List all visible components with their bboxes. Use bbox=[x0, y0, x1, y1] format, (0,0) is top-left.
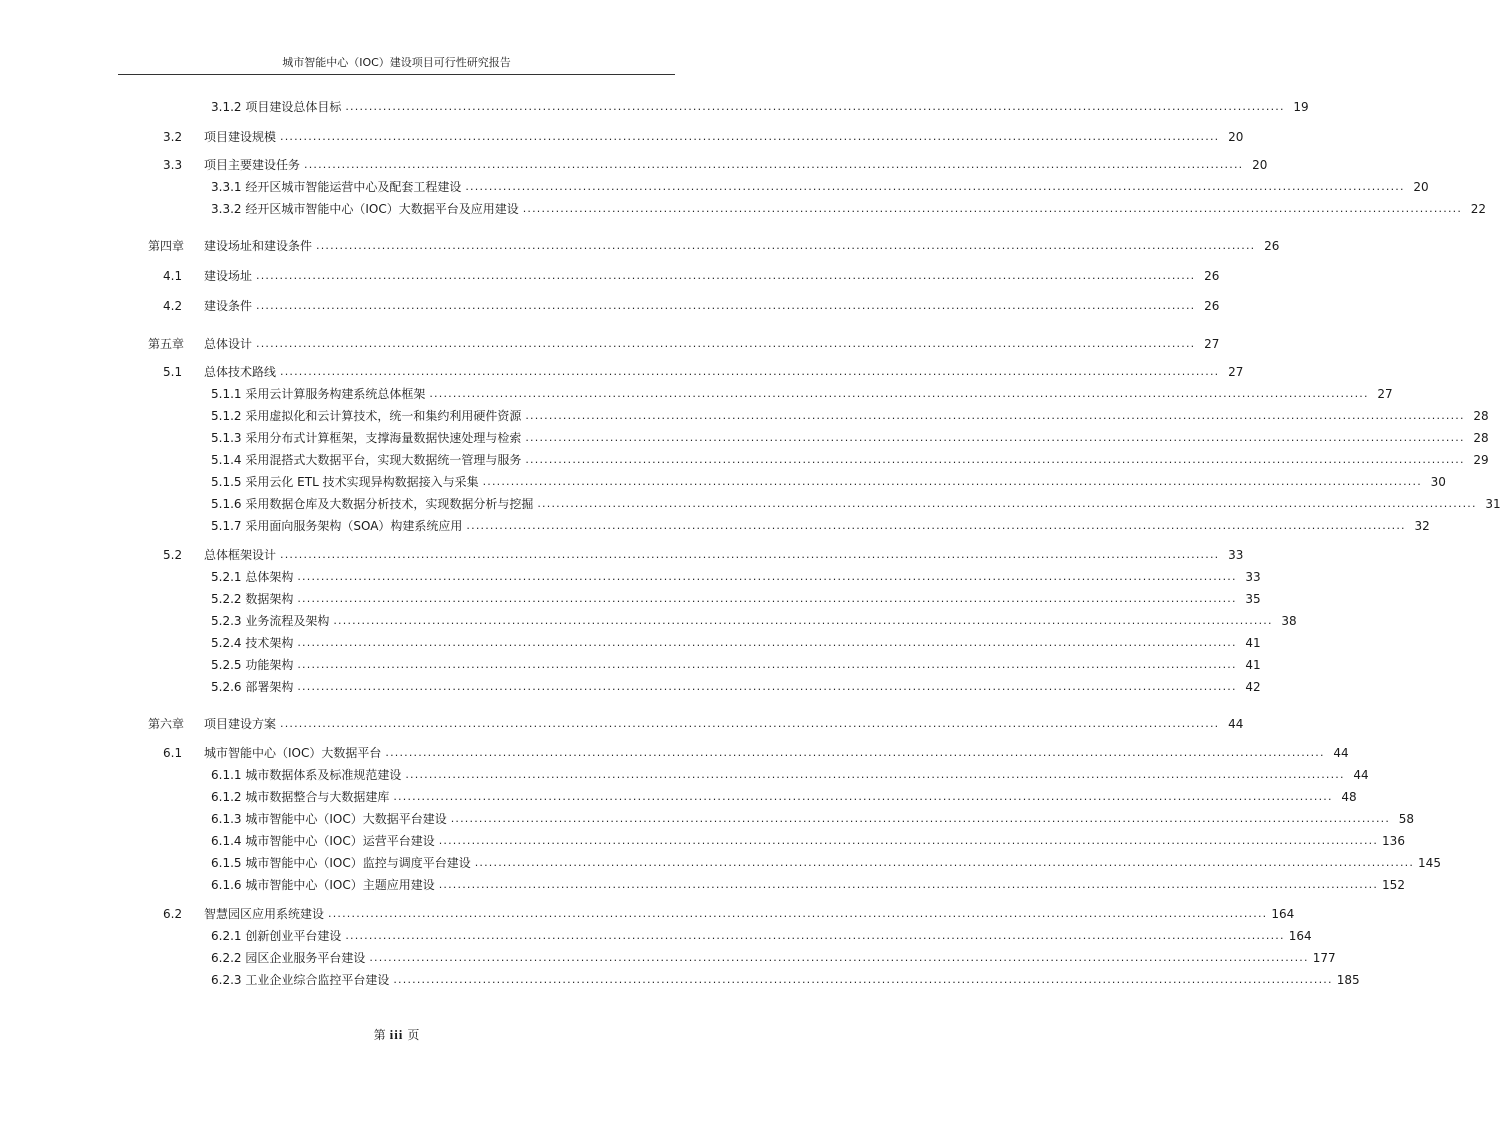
toc-page-number: 20 bbox=[1252, 158, 1268, 172]
toc-entry-number: 第六章 bbox=[148, 717, 185, 731]
toc-subsection-entry[interactable] bbox=[0, 406, 1489, 426]
toc-section-entry[interactable] bbox=[0, 127, 1244, 147]
toc-leader-dots: ........................................................................................................................................................................................................ bbox=[328, 907, 1268, 920]
toc-page-number: 26 bbox=[1204, 299, 1220, 313]
toc-entry-title: 5.1.7 采用面向服务架构（SOA）构建系统应用 bbox=[211, 519, 463, 533]
toc-entry-title: 项目建设规模 bbox=[204, 130, 277, 144]
toc-subsection-entry[interactable] bbox=[0, 765, 1369, 785]
toc-entry-title: 6.1.4 城市智能中心（IOC）运营平台建设 bbox=[211, 834, 435, 848]
toc-entry-title: 智慧园区应用系统建设 bbox=[204, 907, 325, 921]
toc-section-entry[interactable] bbox=[0, 155, 1268, 175]
toc-subsection-entry[interactable] bbox=[0, 611, 1297, 631]
toc-page-number: 30 bbox=[1430, 475, 1446, 489]
toc-entry-number: 4.2 bbox=[163, 299, 183, 313]
toc-section-entry[interactable] bbox=[0, 362, 1244, 382]
toc-page-number: 136 bbox=[1382, 834, 1405, 848]
toc-subsection-entry[interactable] bbox=[0, 926, 1312, 946]
toc-page-number: 27 bbox=[1228, 365, 1244, 379]
toc-entry-title: 3.3.2 经开区城市智能中心（IOC）大数据平台及应用建设 bbox=[211, 202, 519, 216]
toc-entry-number: 3.2 bbox=[163, 130, 183, 144]
toc-page-number: 48 bbox=[1341, 790, 1357, 804]
toc-page-number: 29 bbox=[1473, 453, 1489, 467]
toc-leader-dots: ........................................................................................................................................................................................................ bbox=[438, 834, 1379, 847]
toc-leader-dots: ........................................................................................................................................................................................................ bbox=[393, 973, 1333, 986]
toc-page-number: 164 bbox=[1288, 929, 1312, 943]
toc-page-number: 35 bbox=[1245, 592, 1261, 606]
page-number: iii bbox=[389, 1027, 404, 1042]
toc-entry-title: 建设场址 bbox=[204, 269, 253, 283]
toc-section-entry[interactable] bbox=[0, 266, 1220, 286]
toc-leader-dots: ........................................................................................................................................................................................................ bbox=[522, 202, 1463, 215]
toc-entry-title: 项目建设方案 bbox=[204, 717, 277, 731]
toc-page-number: 33 bbox=[1228, 548, 1244, 562]
toc-subsection-entry[interactable] bbox=[0, 655, 1261, 675]
toc-leader-dots: ........................................................................................................................................................................................................ bbox=[482, 475, 1422, 488]
toc-entry-title: 6.2.2 园区企业服务平台建设 bbox=[211, 951, 366, 965]
toc-leader-dots: ........................................................................................................................................................................................................ bbox=[297, 658, 1237, 671]
toc-leader-dots: ........................................................................................................................................................................................................ bbox=[474, 856, 1415, 869]
page-footer bbox=[0, 1026, 793, 1043]
toc-entry-title: 总体框架设计 bbox=[204, 548, 277, 562]
toc-page-number: 44 bbox=[1228, 717, 1244, 731]
toc-leader-dots: ........................................................................................................................................................................................................ bbox=[316, 239, 1256, 252]
toc-page-number: 20 bbox=[1228, 130, 1244, 144]
toc-subsection-entry[interactable] bbox=[0, 809, 1415, 829]
toc-entry-title: 5.1.3 采用分布式计算框架，支撑海量数据快速处理与检索 bbox=[211, 431, 522, 445]
toc-leader-dots: ........................................................................................................................................................................................................ bbox=[297, 592, 1237, 605]
toc-subsection-entry[interactable] bbox=[0, 516, 1430, 536]
toc-page-number: 41 bbox=[1245, 636, 1261, 650]
toc-entry-title: 5.1.4 采用混搭式大数据平台，实现大数据统一管理与服务 bbox=[211, 453, 522, 467]
toc-subsection-entry[interactable] bbox=[0, 472, 1446, 492]
toc-page-number: 58 bbox=[1398, 812, 1415, 826]
toc-leader-dots: ........................................................................................................................................................................................................ bbox=[280, 365, 1220, 378]
toc-subsection-entry[interactable] bbox=[0, 948, 1336, 968]
toc-leader-dots: ........................................................................................................................................................................................................ bbox=[369, 951, 1309, 964]
toc-section-entry[interactable] bbox=[0, 904, 1295, 924]
toc-leader-dots: ........................................................................................................................................................................................................ bbox=[345, 100, 1285, 113]
toc-leader-dots: ........................................................................................................................................................................................................ bbox=[297, 570, 1237, 583]
toc-entry-title: 总体设计 bbox=[204, 337, 253, 351]
toc-subsection-entry[interactable] bbox=[0, 589, 1261, 609]
toc-entry-title: 6.1.1 城市数据体系及标准规范建设 bbox=[211, 768, 402, 782]
toc-page-number: 42 bbox=[1245, 680, 1261, 694]
toc-leader-dots: ........................................................................................................................................................................................................ bbox=[405, 768, 1345, 781]
toc-entry-number: 第四章 bbox=[148, 239, 185, 253]
toc-leader-dots: ........................................................................................................................................................................................................ bbox=[450, 812, 1391, 825]
toc-entry-title: 3.3.1 经开区城市智能运营中心及配套工程建设 bbox=[211, 180, 462, 194]
toc-leader-dots: ........................................................................................................................................................................................................ bbox=[438, 878, 1379, 891]
toc-leader-dots: ........................................................................................................................................................................................................ bbox=[537, 497, 1477, 510]
toc-leader-dots: ........................................................................................................................................................................................................ bbox=[280, 548, 1220, 561]
toc-subsection-entry[interactable] bbox=[0, 831, 1405, 851]
toc-page-number: 44 bbox=[1353, 768, 1369, 782]
toc-entry-title: 5.2.2 数据架构 bbox=[211, 592, 294, 606]
toc-subsection-entry[interactable] bbox=[0, 384, 1393, 404]
toc-entry-title: 6.1.3 城市智能中心（IOC）大数据平台建设 bbox=[211, 812, 447, 826]
toc-entry-title: 6.1.6 城市智能中心（IOC）主题应用建设 bbox=[211, 878, 435, 892]
toc-entry-title: 项目主要建设任务 bbox=[204, 158, 301, 172]
toc-section-entry[interactable] bbox=[0, 296, 1220, 316]
toc-subsection-entry[interactable] bbox=[0, 428, 1489, 448]
toc-leader-dots: ........................................................................................................................................................................................................ bbox=[385, 746, 1325, 759]
toc-page-number: 145 bbox=[1418, 856, 1441, 870]
footer-suffix: 页 bbox=[407, 1028, 420, 1042]
toc-leader-dots: ........................................................................................................................................................................................................ bbox=[297, 636, 1237, 649]
toc-chapter-entry[interactable] bbox=[0, 334, 1220, 354]
toc-entry-title: 6.2.1 创新创业平台建设 bbox=[211, 929, 342, 943]
toc-subsection-entry[interactable] bbox=[0, 567, 1261, 587]
toc-page-number: 26 bbox=[1264, 239, 1280, 253]
toc-entry-title: 6.2.3 工业企业综合监控平台建设 bbox=[211, 973, 390, 987]
toc-chapter-entry[interactable] bbox=[0, 714, 1244, 734]
toc-subsection-entry[interactable] bbox=[0, 875, 1405, 895]
toc-entry-number: 第五章 bbox=[148, 337, 185, 351]
toc-section-entry[interactable] bbox=[0, 743, 1349, 763]
toc-page-number: 164 bbox=[1271, 907, 1295, 921]
toc-page-number: 44 bbox=[1333, 746, 1349, 760]
toc-entry-title: 5.2.1 总体架构 bbox=[211, 570, 294, 584]
toc-leader-dots: ........................................................................................................................................................................................................ bbox=[429, 387, 1369, 400]
toc-page-number: 185 bbox=[1336, 973, 1360, 987]
toc-leader-dots: ........................................................................................................................................................................................................ bbox=[465, 180, 1405, 193]
toc-entry-title: 5.2.6 部署架构 bbox=[211, 680, 294, 694]
toc-subsection-entry[interactable] bbox=[0, 97, 1309, 117]
toc-entry-title: 5.1.2 采用虚拟化和云计算技术，统一和集约利用硬件资源 bbox=[211, 409, 522, 423]
toc-leader-dots: ........................................................................................................................................................................................................ bbox=[297, 680, 1237, 693]
toc-entry-title: 3.1.2 项目建设总体目标 bbox=[211, 100, 342, 114]
toc-entry-title: 5.2.5 功能架构 bbox=[211, 658, 294, 672]
toc-page-number: 28 bbox=[1473, 409, 1489, 423]
toc-entry-title: 5.1.1 采用云计算服务构建系统总体框架 bbox=[211, 387, 426, 401]
toc-page-number: 33 bbox=[1245, 570, 1261, 584]
toc-entry-number: 5.1 bbox=[163, 365, 183, 379]
toc-entry-title: 5.2.3 业务流程及架构 bbox=[211, 614, 330, 628]
toc-page-number: 41 bbox=[1245, 658, 1261, 672]
toc-page-number: 28 bbox=[1473, 431, 1489, 445]
toc-leader-dots: ........................................................................................................................................................................................................ bbox=[333, 614, 1273, 627]
toc-page-number: 26 bbox=[1204, 269, 1220, 283]
toc-entry-title: 城市智能中心（IOC）大数据平台 bbox=[204, 746, 382, 760]
toc-leader-dots: ........................................................................................................................................................................................................ bbox=[304, 158, 1244, 171]
toc-page-number: 38 bbox=[1281, 614, 1297, 628]
toc-entry-title: 建设条件 bbox=[204, 299, 253, 313]
toc-page-number: 31 bbox=[1485, 497, 1501, 511]
toc-subsection-entry[interactable] bbox=[0, 677, 1261, 697]
toc-page-number: 27 bbox=[1204, 337, 1220, 351]
toc-leader-dots: ........................................................................................................................................................................................................ bbox=[393, 790, 1333, 803]
toc-entry-title: 6.1.2 城市数据整合与大数据建库 bbox=[211, 790, 390, 804]
toc-subsection-entry[interactable] bbox=[0, 199, 1487, 219]
toc-leader-dots: ........................................................................................................................................................................................................ bbox=[256, 269, 1196, 282]
toc-leader-dots: ........................................................................................................................................................................................................ bbox=[525, 431, 1465, 444]
toc-entry-title: 5.1.5 采用云化 ETL 技术实现异构数据接入与采集 bbox=[211, 475, 479, 489]
toc-subsection-entry[interactable] bbox=[0, 787, 1357, 807]
toc-page-number: 22 bbox=[1470, 202, 1487, 216]
toc-section-entry[interactable] bbox=[0, 545, 1244, 565]
toc-leader-dots: ........................................................................................................................................................................................................ bbox=[280, 130, 1220, 143]
toc-entry-title: 5.1.6 采用数据仓库及大数据分析技术，实现数据分析与挖掘 bbox=[211, 497, 534, 511]
toc-entry-title: 5.2.4 技术架构 bbox=[211, 636, 294, 650]
toc-leader-dots: ........................................................................................................................................................................................................ bbox=[256, 337, 1196, 350]
toc-subsection-entry[interactable] bbox=[0, 853, 1441, 873]
toc-chapter-entry[interactable] bbox=[0, 236, 1280, 256]
toc-page-number: 27 bbox=[1377, 387, 1393, 401]
toc-entry-number: 6.1 bbox=[163, 746, 183, 760]
toc-page-number: 152 bbox=[1382, 878, 1405, 892]
footer-prefix: 第 bbox=[373, 1028, 386, 1042]
toc-entry-title: 建设场址和建设条件 bbox=[204, 239, 313, 253]
toc-subsection-entry[interactable] bbox=[0, 633, 1261, 653]
toc-page-number: 20 bbox=[1413, 180, 1429, 194]
toc-leader-dots: ........................................................................................................................................................................................................ bbox=[345, 929, 1285, 942]
document-title: 城市智能中心（IOC）建设项目可行性研究报告 bbox=[282, 56, 511, 69]
toc-entry-number: 6.2 bbox=[163, 907, 183, 921]
toc-entry-title: 总体技术路线 bbox=[204, 365, 277, 379]
toc-subsection-entry[interactable] bbox=[0, 177, 1429, 197]
toc-entry-number: 4.1 bbox=[163, 269, 183, 283]
toc-page-number: 32 bbox=[1414, 519, 1430, 533]
toc-entry-number: 3.3 bbox=[163, 158, 183, 172]
toc-leader-dots: ........................................................................................................................................................................................................ bbox=[280, 717, 1220, 730]
toc-page-number: 177 bbox=[1312, 951, 1336, 965]
toc-leader-dots: ........................................................................................................................................................................................................ bbox=[466, 519, 1406, 532]
toc-leader-dots: ........................................................................................................................................................................................................ bbox=[256, 299, 1196, 312]
toc-entry-number: 5.2 bbox=[163, 548, 183, 562]
toc-entry-title: 6.1.5 城市智能中心（IOC）监控与调度平台建设 bbox=[211, 856, 471, 870]
toc-page-number: 19 bbox=[1293, 100, 1309, 114]
toc-leader-dots: ........................................................................................................................................................................................................ bbox=[525, 453, 1465, 466]
toc-subsection-entry[interactable] bbox=[0, 450, 1489, 470]
toc-leader-dots: ........................................................................................................................................................................................................ bbox=[525, 409, 1465, 422]
toc-subsection-entry[interactable] bbox=[0, 970, 1360, 990]
toc-subsection-entry[interactable] bbox=[0, 494, 1501, 514]
